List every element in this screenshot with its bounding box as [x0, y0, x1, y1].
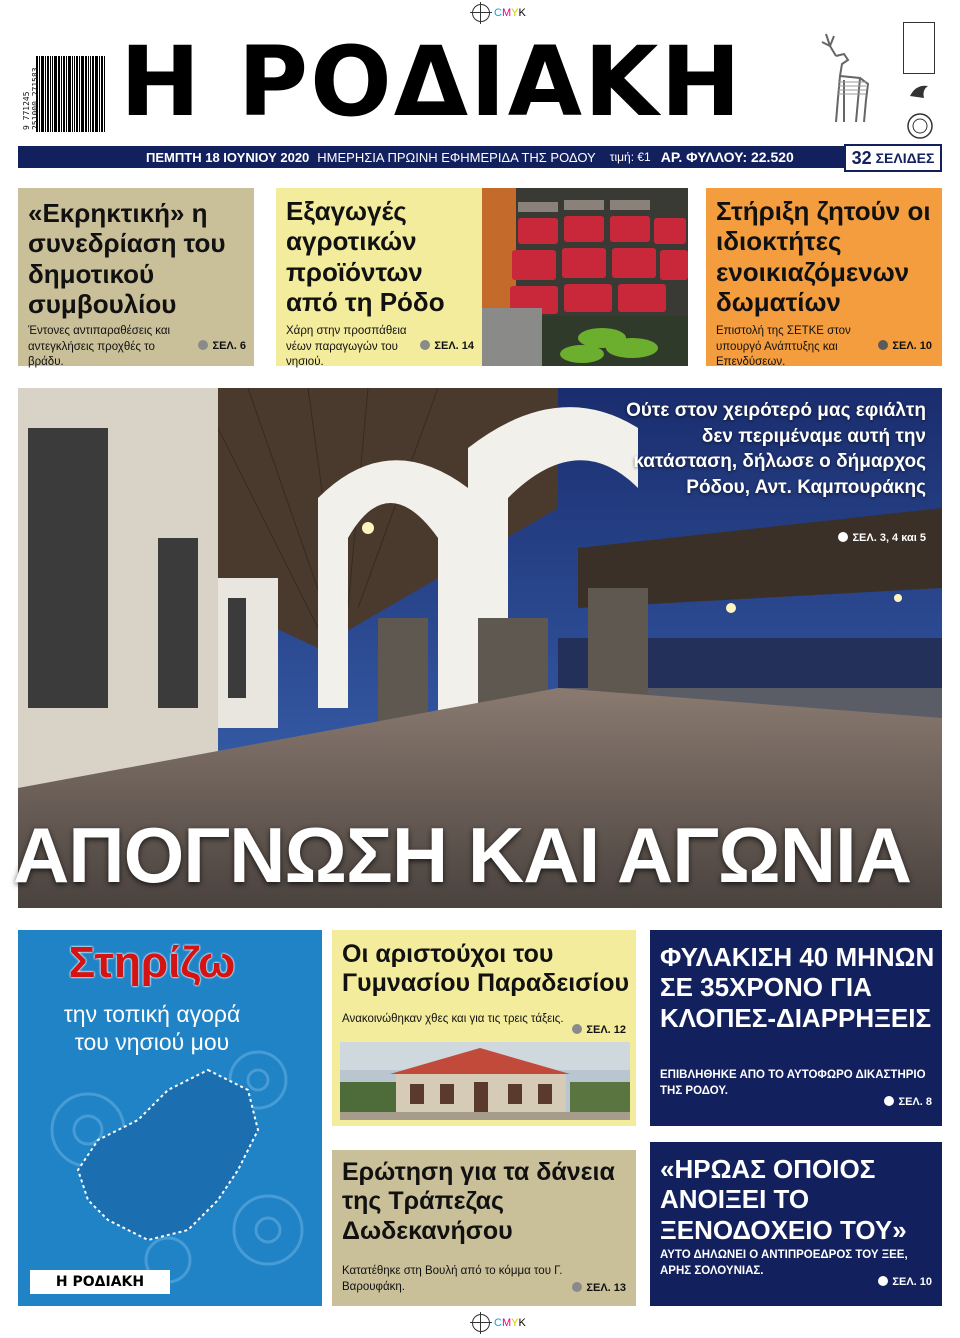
bullet-icon [838, 532, 848, 542]
story-headline: Στήριξη ζητούν οι ιδιοκτήτες ενοικιαζόμενων δωματίων [716, 196, 931, 318]
story-deck: Έντονες αντιπαραθέσεις και αντεγκλήσεις προχθές το βράδυ. [28, 325, 171, 369]
story-deck: Επιστολή της ΣΕΤΚΕ στον υπουργό Ανάπτυξης και Επενδύσεων. [716, 325, 851, 369]
story-deck: ΕΠΙΒΛΗΘΗΚΕ ΑΠΟ ΤΟ ΑΥΤΟΦΩΡΟ ΔΙΚΑΣΤΗΡΙΟ ΤΗΣ ΡΟΔΟΥ. [660, 1069, 926, 1097]
page-count-badge: 32 ΣΕΛΙΔΕΣ [844, 144, 942, 172]
issue-date: ΠΕΜΠΤΗ 18 ΙΟΥΝΙΟΥ 2020 [146, 149, 310, 165]
crosshair-icon [472, 1314, 490, 1332]
seal-icon [906, 112, 934, 140]
hero-page-reference: ΣΕΛ. 3, 4 και 5 [838, 532, 926, 544]
barcode-number: 9 771245 251000 271583 [22, 67, 40, 130]
issue-number: ΑΡ. ΦΥΛΛΟΥ: 22.520 [660, 149, 794, 165]
story-deck: Ανακοινώθηκαν χθες και για τις τρεις τάξεις. [342, 1013, 564, 1025]
story-card[interactable] [706, 188, 942, 369]
postage-box [903, 22, 935, 74]
bullet-icon [572, 1282, 582, 1292]
page-reference: ΣΕΛ. 14 [420, 340, 474, 352]
page-reference: ΣΕΛ. 12 [572, 1024, 626, 1036]
story-headline: Εξαγωγές αγροτικών προϊόντων από τη Ρόδο [286, 196, 445, 318]
bullet-icon [198, 340, 208, 350]
bullet-icon [884, 1096, 894, 1106]
ad-subtitle: την τοπική αγορά του νησιού μου [63, 1001, 241, 1056]
page-reference: ΣΕΛ. 8 [884, 1096, 932, 1108]
page-reference: ΣΕΛ. 13 [572, 1282, 626, 1294]
story-card[interactable] [650, 930, 942, 1126]
page-reference: ΣΕΛ. 10 [878, 340, 932, 352]
masthead-title: Η ΡΟΔΙΑΚΗ [120, 26, 743, 138]
story-deck: Κατατέθηκε στη Βουλή από το κόμμα του Γ. Βαρουφάκη. [342, 1265, 563, 1293]
story-card[interactable] [276, 188, 482, 369]
story-headline: Ερώτηση για τα δάνεια της Τράπεζας Δωδεκανήσου [342, 1158, 615, 1245]
registration-mark-top [472, 4, 526, 22]
story-card[interactable] [18, 188, 254, 369]
story-headline: «Εκρηκτική» η συνεδρίαση του δημοτικού συμβουλίου [28, 198, 226, 320]
story-card[interactable] [332, 1150, 636, 1306]
story-deck: ΑΥΤΟ ΔΗΛΩΝΕΙ Ο ΑΝΤΙΠΡΟΕΔΡΟΣ ΤΟΥ ΞΕΕ, ΑΡΗΣ ΣΟΛΟΥΝΙΑΣ. [660, 1249, 908, 1277]
crosshair-icon [472, 4, 490, 22]
barcode [36, 42, 108, 132]
bullet-icon [878, 1276, 888, 1286]
story-headline: ΦΥΛΑΚΙΣΗ 40 ΜΗΝΩΝ ΣΕ 35ΧΡΟΝΟ ΓΙΑ ΚΛΟΠΕΣ-ΔΙΑΡΡΗΞΕΙΣ [660, 942, 935, 1033]
cmyk-label: CMYK [494, 7, 526, 19]
registration-mark-bottom [472, 1314, 526, 1332]
strawberries-photo [482, 188, 688, 366]
ad-title: Στηρίζω [68, 938, 236, 987]
ad-logo: Η ΡΟΔΙΑΚΗ [30, 1270, 170, 1294]
issue-price: τιμή: €1 [609, 150, 651, 164]
bullet-icon [878, 340, 888, 350]
page-reference: ΣΕΛ. 10 [878, 1276, 932, 1288]
deer-logo-icon [800, 28, 880, 128]
cmyk-label: CMYK [494, 1317, 526, 1329]
story-card[interactable] [650, 1142, 942, 1306]
elta-bird-icon [906, 78, 934, 106]
hero-quote: Ούτε στον χειρότερό μας εφιάλτη δεν περιμέναμε αυτή την κατάσταση, δήλωσε ο δήμαρχος Ρόδου, Αντ. Καμπουράκης [626, 400, 926, 498]
hero-headline: ΑΠΟΓΝΩΣΗ ΚΑΙ ΑΓΩΝΙΑ [12, 811, 912, 899]
story-headline: Οι αριστούχοι του Γυμνασίου Παραδεισίου [342, 940, 630, 998]
page-reference: ΣΕΛ. 6 [198, 340, 246, 352]
school-building-photo [340, 1042, 630, 1120]
story-headline: «ΗΡΩΑΣ ΟΠΟΙΟΣ ΑΝΟΙΞΕΙ ΤΟ ΞΕΝΟΔΟΧΕΙΟ ΤΟΥ» [660, 1154, 907, 1245]
bullet-icon [420, 340, 430, 350]
story-deck: Χάρη στην προσπάθεια νέων παραγωγών του νησιού. [286, 325, 407, 369]
paper-subtitle: ΗΜΕΡΗΣΙΑ ΠΡΩΙΝΗ ΕΦΗΜΕΡΙΔΑ ΤΗΣ ΡΟΔΟΥ [317, 149, 596, 165]
issue-strip [18, 146, 942, 168]
bullet-icon [572, 1024, 582, 1034]
